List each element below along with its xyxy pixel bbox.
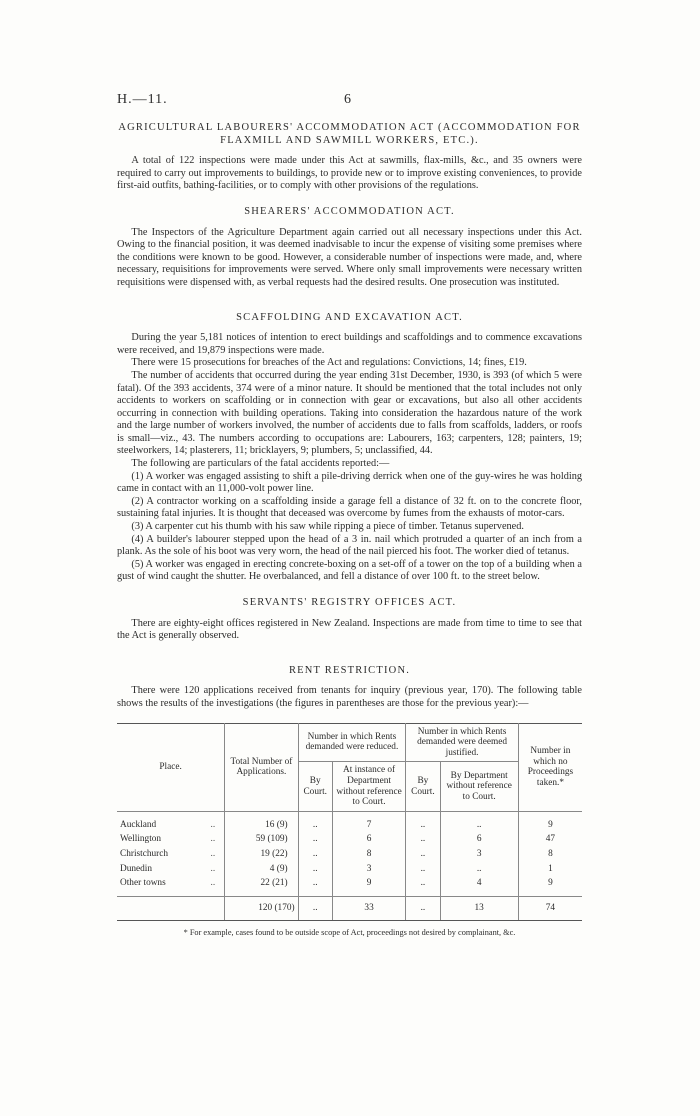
cell-place: Auckland (120, 819, 157, 830)
cell-place: Christchurch (120, 848, 169, 859)
col-header-reduced-at-instance: At instance of Department without reference to Court. (332, 762, 405, 811)
paragraph: There were 120 applications received from tenants for inquiry (previous year, 170). The following table shows the results of the investigations (the figures in parentheses are those for the previous year):— (117, 685, 582, 709)
col-header-justified-by-department: By Department without reference to Court. (440, 762, 518, 811)
paragraph: During the year 5,181 notices of intention to erect buildings and scaffoldings and to commence excavations were received, and 19,879 inspections were made. (117, 332, 582, 356)
cell-justified-court: .. (406, 896, 440, 921)
paragraph: The number of accidents that occurred during the year ending 31st December, 1930, is 393 (of which 5 were fatal). Of the 393 accidents, 374 were of a minor nature. It should be mentioned that the total includes not only accidents to workers on scaffolding or in connection with gear or excavations, but also all other accidents occurring in connection with building operations. Taking into consideration the hazardous nature of the work and the large number of workers involved, the number of accidents due to falls from scaffolds, ladders, or roofs is small—viz., 43. The numbers according to occupations are: Labourers, 163; carpenters, 128; painters, 19; steelworkers, 14; plasterers, 11; bricklayers, 9; plumbers, 5; unclassified, 44. (117, 369, 582, 457)
cell-reduced-department: 3 (332, 862, 405, 877)
cell-reduced-department: 33 (332, 896, 405, 921)
cell-justified-court: .. (406, 862, 440, 877)
table-row (117, 862, 582, 877)
cell-no-proceedings: 8 (518, 847, 582, 862)
cell-no-proceedings: 47 (518, 832, 582, 847)
cell-reduced-court: .. (298, 811, 332, 832)
col-header-reduced-by-court: By Court. (298, 762, 332, 811)
section-title-scaffolding: SCAFFOLDING AND EXCAVATION ACT. (236, 311, 463, 323)
cell-reduced-court: .. (298, 847, 332, 862)
cell-leader-dots: .. (210, 819, 216, 830)
page-content (117, 122, 582, 940)
paragraph: The Inspectors of the Agriculture Department again carried out all necessary inspections under this Act. Owing to the financial position, it was deemed inadvisable to incur the expense of visiting some premises where the conditions were known to be good. However, a considerable number of inspections were made, and, where necessary, requisitions for improvements were served. Where only small improvements were necessary written requisitions were dispensed with, as verbal requests had the desired results. One prosecution was instituted. (117, 226, 582, 288)
cell-justified-department: 3 (440, 847, 518, 862)
cell-justified-court: .. (406, 847, 440, 862)
col-header-place: Place. (117, 723, 225, 811)
cell-justified-department: 6 (440, 832, 518, 847)
paragraph: There were 15 prosecutions for breaches of the Act and regulations: Convictions, 14; fines, £19. (131, 357, 527, 369)
section-title-servants: SERVANTS' REGISTRY OFFICES ACT. (242, 597, 457, 608)
col-header-no-proceedings: Number in which no Proceedings taken.* (518, 723, 582, 811)
document-code: H.—11. (117, 92, 168, 107)
cell-total: 4 (9) (225, 862, 298, 877)
cell-total: 22 (21) (225, 876, 298, 896)
cell-reduced-department: 6 (332, 832, 405, 847)
table-row (117, 876, 582, 896)
cell-justified-department: 4 (440, 876, 518, 896)
cell-total: 59 (109) (225, 832, 298, 847)
section-title-rent: RENT RESTRICTION. (288, 664, 411, 676)
paragraph: (1) A worker was engaged assisting to shift a pile-driving derrick when one of the guy-wires he was holding came in contact with an 11,000-volt power line. (117, 470, 582, 495)
col-header-justified-by-court: By Court. (406, 762, 440, 811)
cell-reduced-court: .. (298, 896, 332, 921)
cell-leader-dots: .. (210, 834, 216, 845)
cell-total: 19 (22) (225, 847, 298, 862)
paragraph: (2) A contractor working on a scaffolding inside a garage fell a distance of 32 ft. on to the concrete floor, sustaining fatal injuries. It is thought that deceased was overcome by fumes from the exhausts of motor-cars. (117, 495, 582, 520)
cell-justified-court: .. (406, 811, 440, 832)
col-header-justified: Number in which Rents demanded were deemed justified. (406, 723, 519, 762)
paragraph: A total of 122 inspections were made under this Act at sawmills, flax-mills, &c., and 35 owners were required to carry out improvements to buildings, to provide new or to improve existing conveniences, to provide first-aid outfits, bathing-facilities, or to comply with other provisions of the regulations. (117, 155, 582, 192)
cell-total: 16 (9) (225, 811, 298, 832)
cell-leader-dots: .. (210, 848, 216, 859)
cell-reduced-court: .. (298, 862, 332, 877)
col-header-reduced: Number in which Rents demanded were reduced. (298, 723, 406, 762)
cell-total: 120 (170) (225, 896, 298, 921)
cell-justified-court: .. (406, 876, 440, 896)
col-header-total: Total Number of Applications. (225, 723, 298, 811)
table-footnote: * For example, cases found to be outside scope of Act, proceedings not desired by complainant, &c. (183, 928, 516, 938)
paragraph: (3) A carpenter cut his thumb with his saw while ripping a piece of timber. Tetanus supervened. (131, 521, 524, 533)
cell-reduced-court: .. (298, 832, 332, 847)
paragraph: (4) A builder's labourer stepped upon the head of a 3 in. nail which protruded a quarter of an inch from a plank. As the sole of his boot was very worn, the head of the nail pierced his foot. The worker died of tetanus. (117, 533, 582, 558)
cell-no-proceedings: 9 (518, 811, 582, 832)
cell-place: Wellington (120, 834, 162, 845)
cell-no-proceedings: 74 (518, 896, 582, 921)
page-header (117, 92, 582, 108)
cell-justified-department: 13 (440, 896, 518, 921)
cell-place: Dunedin (120, 863, 153, 874)
cell-reduced-department: 9 (332, 876, 405, 896)
paragraph: There are eighty-eight offices registered in New Zealand. Inspections are made from time to time to see that the Act is generally observed. (117, 617, 582, 642)
section-title-agricultural: AGRICULTURAL LABOURERS' ACCOMMODATION ACT (ACCOMMODATION FOR FLAXMILL AND SAWMILL WORKERS, ETC.). (118, 122, 581, 146)
section-title-shearers: SHEARERS' ACCOMMODATION ACT. (244, 205, 455, 217)
table-row (117, 811, 582, 832)
table-row (117, 847, 582, 862)
page-number: 6 (344, 92, 351, 107)
cell-no-proceedings: 1 (518, 862, 582, 877)
paragraph: (5) A worker was engaged in erecting concrete-boxing on a set-off of a tower on the top of a building when a gust of wind caught the shutter. He overbalanced, and fell a distance of over 100 ft. to the street below. (117, 558, 582, 583)
paragraph: The following are particulars of the fatal accidents reported:— (131, 458, 390, 470)
cell-justified-department: .. (440, 862, 518, 877)
table-total-row (117, 896, 582, 921)
cell-leader-dots: .. (210, 863, 216, 874)
cell-no-proceedings: 9 (518, 876, 582, 896)
cell-justified-court: .. (406, 832, 440, 847)
cell-justified-department: .. (440, 811, 518, 832)
rent-restriction-table (117, 723, 582, 922)
table-row (117, 832, 582, 847)
cell-place: Other towns (120, 878, 166, 889)
cell-reduced-department: 8 (332, 847, 405, 862)
cell-reduced-court: .. (298, 876, 332, 896)
cell-reduced-department: 7 (332, 811, 405, 832)
cell-leader-dots: .. (210, 878, 216, 889)
